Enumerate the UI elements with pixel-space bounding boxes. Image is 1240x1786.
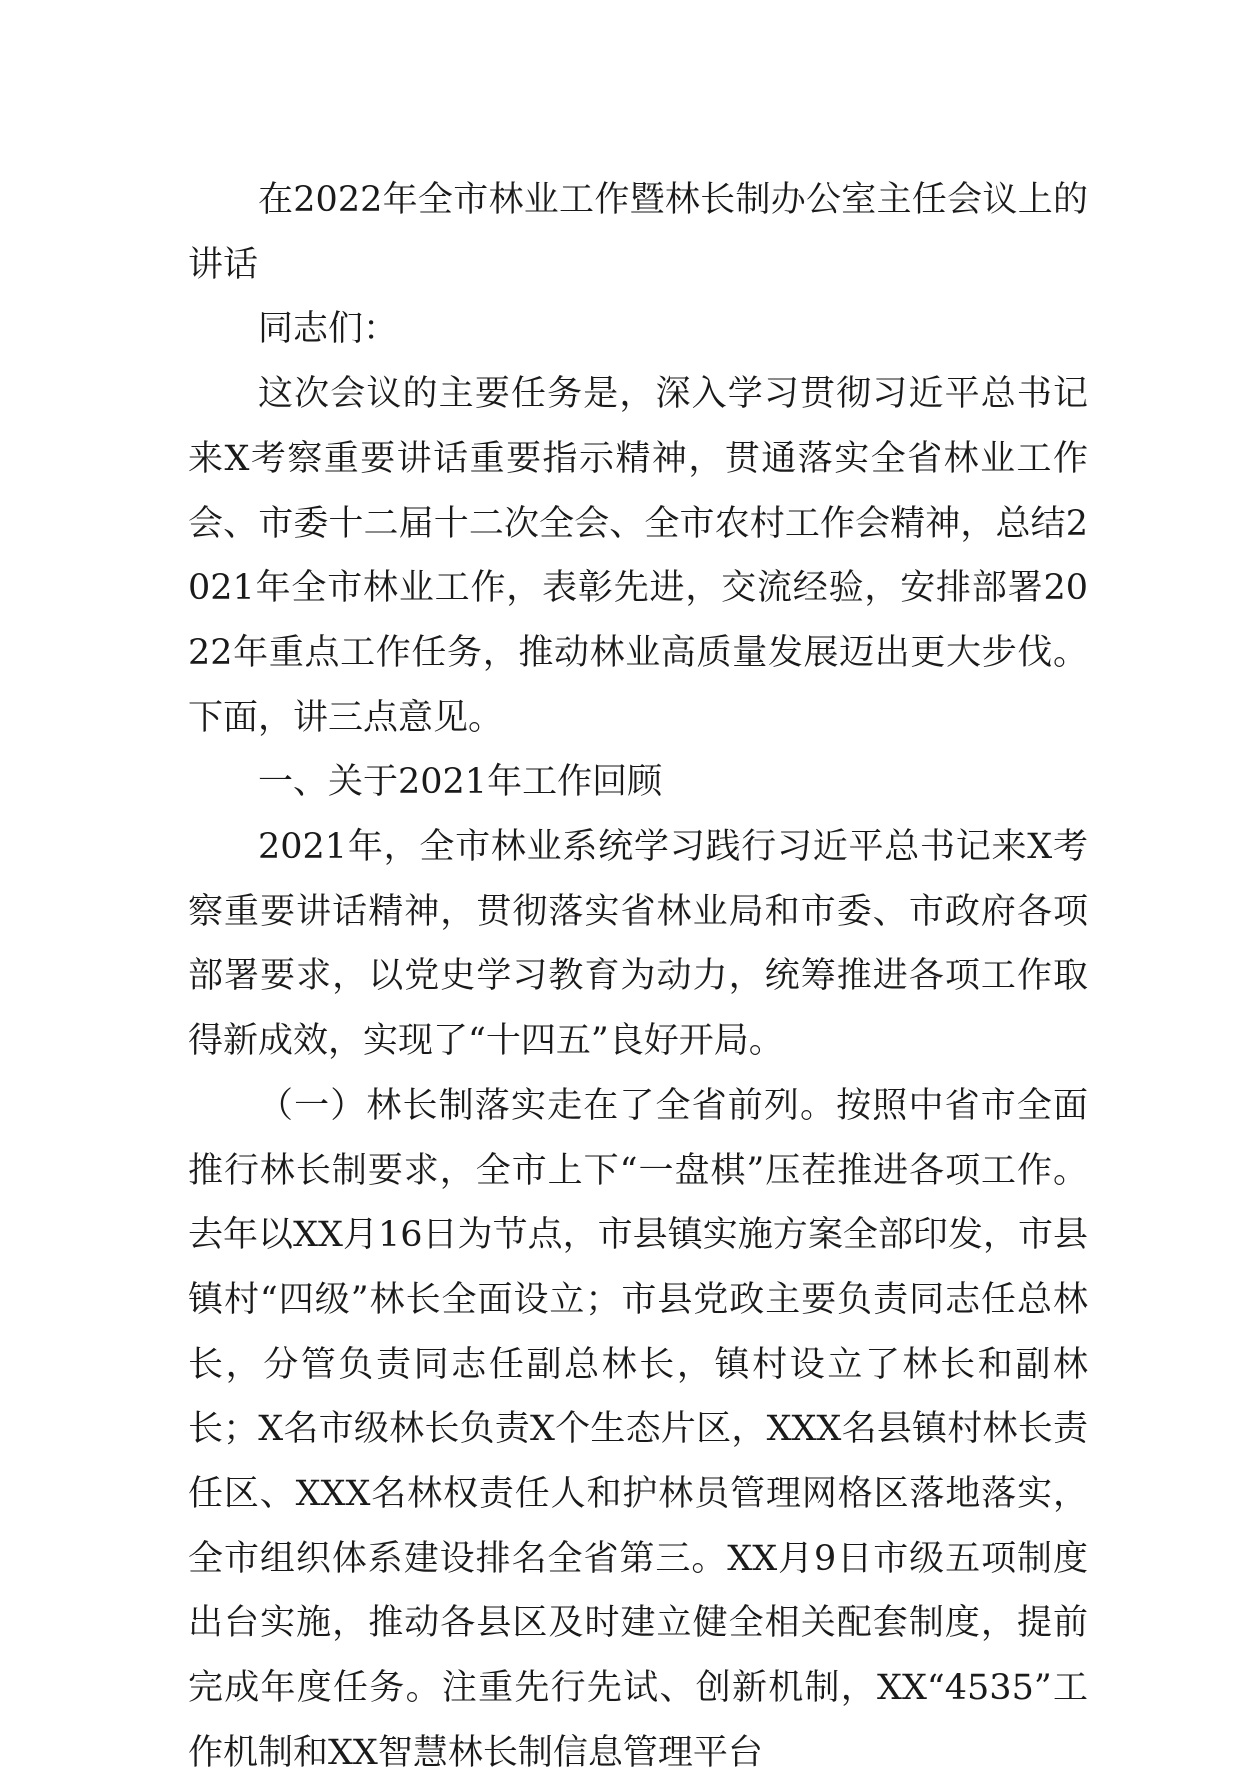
salutation: 同志们： (258, 309, 399, 350)
paragraph-forest-chief-system: （一）林长制落实走在了全省前列。按照中省市全面推行林长制要求，全市上下“一盘棋”压茬推进各项工作。去年以XX月16日为节点，市县镇实施方案全部印发，市县镇村“四级”林长全面设立；市县党政主要负责同志任总林长，分管负责同志任副总林长，镇村设立了林长和副林长；X名市级林长负责X个生态片区，XXX名县镇村林长责任区、XXX名林权责任人和护林员管理网格区落地落实，全市组织体系建设排名全省第三。XX月9日市级五项制度出台实施，推动各县区及时建立健全相关配套制度，提前完成年度任务。注重先行先试、创新机制，XX“4535”工作机制和XX智慧林长制信息管理平台 (188, 1085, 1088, 1773)
section-heading-1: 一、关于2021年工作回顾 (258, 762, 663, 803)
speech-title: 在2022年全市林业工作暨林长制办公室主任会议上的讲话 (188, 180, 1088, 285)
paragraph-intro: 这次会议的主要任务是，深入学习贯彻习近平总书记来X考察重要讲话重要指示精神，贯通落实全省林业工作会、市委十二届十二次全会、全市农村工作会精神，总结2021年全市林业工作，表彰先进，交流经验，安排部署2022年重点工作任务，推动林业高质量发展迈出更大步伐。下面，讲三点意见。 (188, 374, 1088, 738)
paragraph-review: 2021年，全市林业系统学习践行习近平总书记来X考察重要讲话精神，贯彻落实省林业局和市委、市政府各项部署要求，以党史学习教育为动力，统筹推进各项工作取得新成效，实现了“十四五”良好开局。 (188, 827, 1088, 1062)
document-body (188, 168, 1088, 1786)
